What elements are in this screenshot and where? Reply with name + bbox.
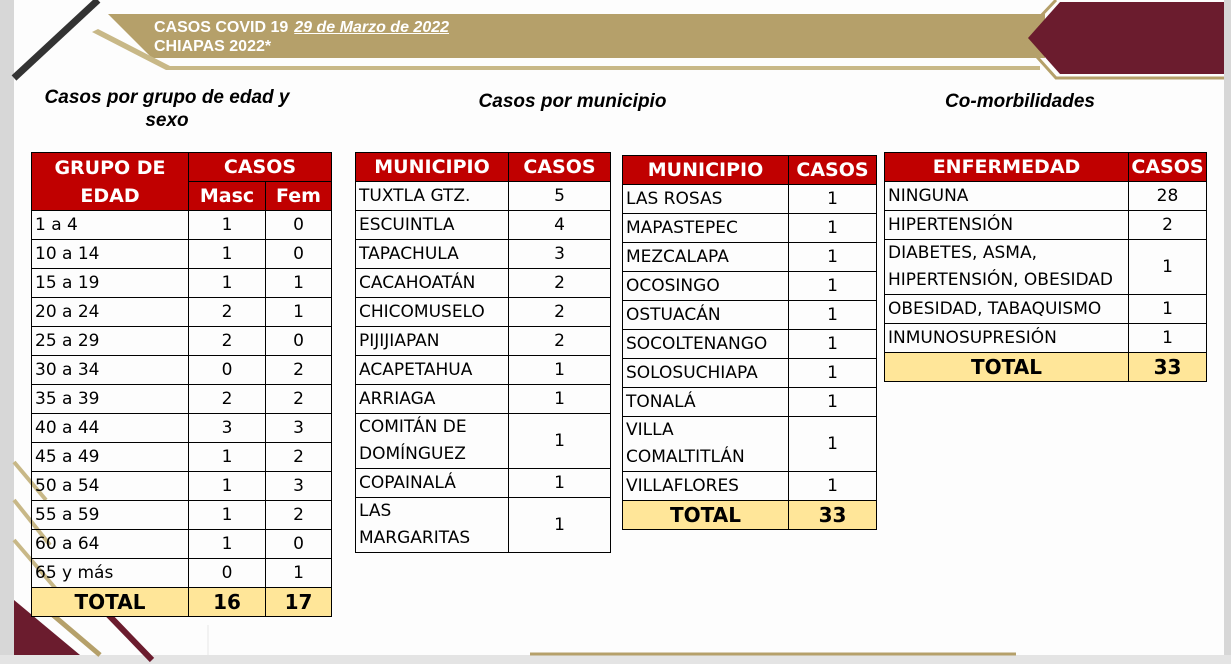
- table-row: [356, 240, 611, 269]
- header-enfermedad: ENFERMEDAD: [885, 153, 1129, 182]
- cases-cell: 1: [789, 359, 877, 388]
- masc-cell: 0: [189, 559, 266, 588]
- name-cell: TONALÁ: [623, 388, 789, 417]
- name-cell: OBESIDAD, TABAQUISMO: [885, 295, 1129, 324]
- table-row: [32, 211, 332, 240]
- name-cell: CHICOMUSELO: [356, 298, 509, 327]
- masc-cell: 1: [189, 443, 266, 472]
- table-row: [32, 530, 332, 559]
- name-cell: COPAINALÁ: [356, 469, 509, 498]
- table-row: [32, 356, 332, 385]
- cases-cell: 3: [509, 240, 611, 269]
- total-label: TOTAL: [623, 501, 789, 530]
- cases-cell: 1: [789, 330, 877, 359]
- table-row: [356, 498, 611, 553]
- table-row: [623, 243, 877, 272]
- cases-cell: 1: [1129, 295, 1207, 324]
- header-casos: CASOS: [189, 153, 332, 182]
- fem-cell: 0: [266, 240, 332, 269]
- header-casos: CASOS: [1129, 153, 1207, 182]
- name-cell: ESCUINTLA: [356, 211, 509, 240]
- table-row: [623, 301, 877, 330]
- cases-cell: 2: [509, 269, 611, 298]
- cases-cell: 1: [789, 214, 877, 243]
- fem-cell: 0: [266, 530, 332, 559]
- name-cell: TUXTLA GTZ.: [356, 182, 509, 211]
- cases-cell: 1: [789, 272, 877, 301]
- table-row: [885, 211, 1207, 240]
- total-fem: 17: [266, 588, 332, 617]
- name-cell: VILLAFLORES: [623, 472, 789, 501]
- total-label: TOTAL: [885, 353, 1129, 382]
- table-row: [356, 469, 611, 498]
- cases-cell: 1: [789, 243, 877, 272]
- name-cell: SOLOSUCHIAPA: [623, 359, 789, 388]
- masc-cell: 1: [189, 269, 266, 298]
- table-row: [356, 182, 611, 211]
- fem-cell: 3: [266, 472, 332, 501]
- name-cell: PIJIJIAPAN: [356, 327, 509, 356]
- masc-cell: 1: [189, 211, 266, 240]
- age-group-cell: 45 a 49: [32, 443, 189, 472]
- table-row: [623, 417, 877, 472]
- name-cell: ACAPETAHUA: [356, 356, 509, 385]
- cases-cell: 1: [789, 301, 877, 330]
- name-cell: DIABETES, ASMA, HIPERTENSIÓN, OBESIDAD: [885, 240, 1129, 295]
- table-row: [356, 385, 611, 414]
- table-row: [32, 501, 332, 530]
- table-row: [623, 330, 877, 359]
- total-label: TOTAL: [32, 588, 189, 617]
- table-row: [356, 356, 611, 385]
- total-value: 33: [789, 501, 877, 530]
- fem-cell: 0: [266, 327, 332, 356]
- cases-cell: 1: [509, 469, 611, 498]
- maroon-tab: [1028, 2, 1224, 74]
- cases-cell: 1: [1129, 324, 1207, 353]
- header-casos: CASOS: [789, 156, 877, 185]
- table-row: [32, 472, 332, 501]
- banner-date: 29 de Marzo de 2022: [294, 19, 450, 36]
- table-row: [623, 272, 877, 301]
- cases-cell: 2: [1129, 211, 1207, 240]
- age-group-cell: 25 a 29: [32, 327, 189, 356]
- age-section-title: Casos por grupo de edad y sexo: [44, 87, 290, 131]
- fem-cell: 3: [266, 414, 332, 443]
- age-group-cell: 60 a 64: [32, 530, 189, 559]
- cases-cell: 1: [789, 417, 877, 472]
- table-row: [885, 182, 1207, 211]
- name-cell: NINGUNA: [885, 182, 1129, 211]
- table-row: [356, 211, 611, 240]
- cases-cell: 1: [789, 185, 877, 214]
- total-masc: 16: [189, 588, 266, 617]
- name-cell: ARRIAGA: [356, 385, 509, 414]
- age-group-cell: 50 a 54: [32, 472, 189, 501]
- header-fem: Fem: [266, 182, 332, 211]
- masc-cell: 2: [189, 327, 266, 356]
- table-row: [356, 269, 611, 298]
- cases-cell: 2: [509, 298, 611, 327]
- name-cell: OSTUACÁN: [623, 301, 789, 330]
- fem-cell: 2: [266, 385, 332, 414]
- fem-cell: 0: [266, 211, 332, 240]
- age-sex-table: [31, 152, 332, 617]
- banner-line2: CHIAPAS 2022*: [154, 38, 272, 55]
- total-value: 33: [1129, 353, 1207, 382]
- age-group-cell: 65 y más: [32, 559, 189, 588]
- cases-cell: 1: [509, 385, 611, 414]
- fem-cell: 2: [266, 443, 332, 472]
- masc-cell: 2: [189, 385, 266, 414]
- name-cell: MAPASTEPEC: [623, 214, 789, 243]
- top-left-diagonal-line: [14, 0, 98, 78]
- table-row: [32, 443, 332, 472]
- fem-cell: 2: [266, 501, 332, 530]
- table-row: [623, 388, 877, 417]
- table-row: [32, 298, 332, 327]
- table-row: [32, 559, 332, 588]
- masc-cell: 1: [189, 501, 266, 530]
- header-casos: CASOS: [509, 153, 611, 182]
- name-cell: OCOSINGO: [623, 272, 789, 301]
- table-row: [356, 298, 611, 327]
- age-group-cell: 15 a 19: [32, 269, 189, 298]
- age-group-cell: 10 a 14: [32, 240, 189, 269]
- name-cell: VILLA COMALTITLÁN: [623, 417, 789, 472]
- cases-cell: 1: [509, 414, 611, 469]
- cases-cell: 28: [1129, 182, 1207, 211]
- masc-cell: 0: [189, 356, 266, 385]
- table-row: [32, 385, 332, 414]
- municipio-table-1: [355, 152, 611, 553]
- table-row: [885, 324, 1207, 353]
- table-row: [32, 240, 332, 269]
- age-group-cell: 40 a 44: [32, 414, 189, 443]
- cases-cell: 4: [509, 211, 611, 240]
- name-cell: HIPERTENSIÓN: [885, 211, 1129, 240]
- age-group-cell: 1 a 4: [32, 211, 189, 240]
- cases-cell: 1: [509, 356, 611, 385]
- header-masc: Masc: [189, 182, 266, 211]
- masc-cell: 2: [189, 298, 266, 327]
- cases-cell: 1: [789, 472, 877, 501]
- table-row: [32, 327, 332, 356]
- header-grupo-edad: GRUPO DE EDAD: [32, 153, 189, 211]
- age-group-cell: 55 a 59: [32, 501, 189, 530]
- cases-cell: 1: [789, 388, 877, 417]
- table-row: [623, 472, 877, 501]
- banner-title: [154, 18, 449, 56]
- age-group-cell: 35 a 39: [32, 385, 189, 414]
- fem-cell: 1: [266, 559, 332, 588]
- name-cell: INMUNOSUPRESIÓN: [885, 324, 1129, 353]
- name-cell: MEZCALAPA: [623, 243, 789, 272]
- age-group-cell: 30 a 34: [32, 356, 189, 385]
- table-row: [356, 414, 611, 469]
- table-row: [623, 214, 877, 243]
- table-row: [623, 359, 877, 388]
- masc-cell: 1: [189, 472, 266, 501]
- name-cell: COMITÁN DE DOMÍNGUEZ: [356, 414, 509, 469]
- table-row: [32, 269, 332, 298]
- fem-cell: 1: [266, 298, 332, 327]
- comorbidity-table: [884, 152, 1207, 382]
- cases-cell: 5: [509, 182, 611, 211]
- table-row: [32, 414, 332, 443]
- name-cell: LAS ROSAS: [623, 185, 789, 214]
- masc-cell: 3: [189, 414, 266, 443]
- masc-cell: 1: [189, 240, 266, 269]
- fem-cell: 2: [266, 356, 332, 385]
- name-cell: TAPACHULA: [356, 240, 509, 269]
- name-cell: LAS MARGARITAS: [356, 498, 509, 553]
- table-row: [885, 295, 1207, 324]
- table-row: [885, 240, 1207, 295]
- cases-cell: 1: [1129, 240, 1207, 295]
- name-cell: CACAHOATÁN: [356, 269, 509, 298]
- cases-cell: 1: [509, 498, 611, 553]
- cases-cell: 2: [509, 327, 611, 356]
- fem-cell: 1: [266, 269, 332, 298]
- municipio-table-2: [622, 155, 877, 530]
- comorb-section-title: Co-morbilidades: [945, 91, 1095, 112]
- banner-line1: CASOS COVID 19: [154, 19, 289, 36]
- age-group-cell: 20 a 24: [32, 298, 189, 327]
- masc-cell: 1: [189, 530, 266, 559]
- municipio-section-title: Casos por municipio: [478, 91, 667, 112]
- table-row: [356, 327, 611, 356]
- header-municipio: MUNICIPIO: [356, 153, 509, 182]
- header-municipio: MUNICIPIO: [623, 156, 789, 185]
- table-row: [623, 185, 877, 214]
- name-cell: SOCOLTENANGO: [623, 330, 789, 359]
